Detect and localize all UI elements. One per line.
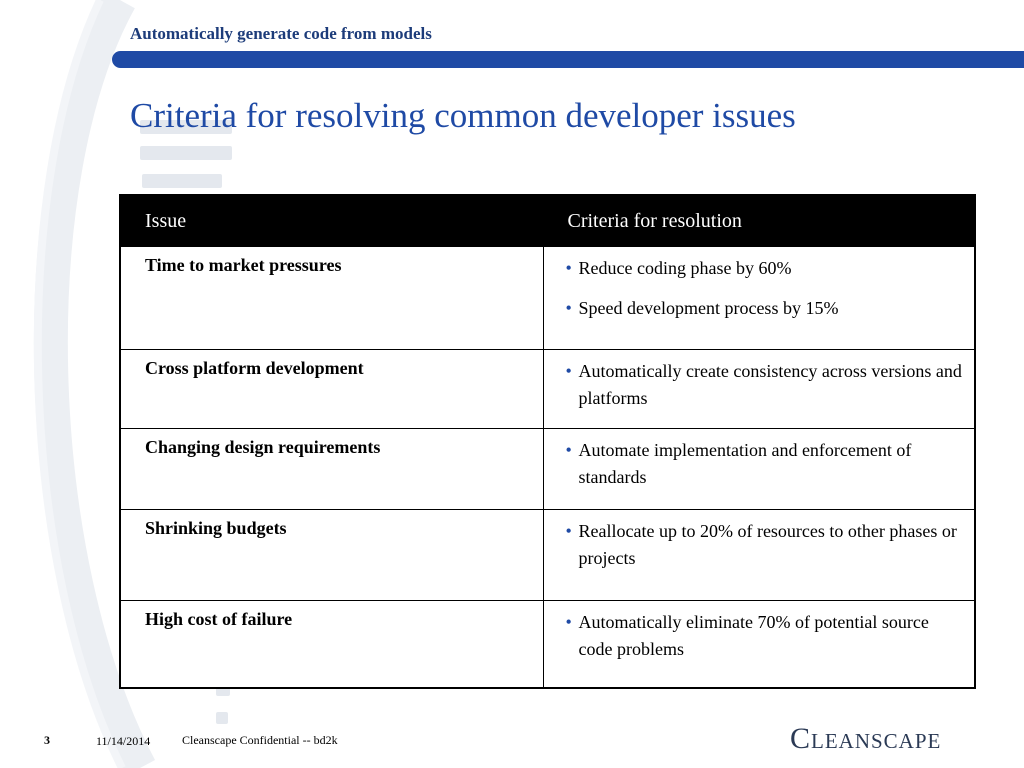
criteria-cell [543, 247, 975, 350]
column-header-issue: Issue [120, 195, 543, 247]
criteria-list [566, 358, 963, 412]
criteria-cell [543, 350, 975, 429]
issue-name: Shrinking budgets [145, 518, 287, 538]
table-row [120, 429, 975, 510]
footer-confidential: Cleanscape Confidential -- bd2k [182, 733, 338, 747]
slide-number: 3 [44, 733, 50, 747]
slide-title: Criteria for resolving common developer issues [130, 96, 796, 135]
column-header-criteria: Criteria for resolution [543, 195, 975, 247]
issue-name: High cost of failure [145, 609, 293, 629]
criteria-table [119, 194, 976, 689]
table-row [120, 601, 975, 689]
criteria-item: • Automate implementation and enforcement of standards [566, 437, 963, 491]
table-header-row [120, 195, 975, 247]
criteria-cell [543, 601, 975, 689]
issue-cell [120, 247, 543, 350]
issue-name: Cross platform development [145, 358, 364, 378]
header-rule [112, 51, 1024, 68]
issue-cell [120, 429, 543, 510]
criteria-item: • Automatically create consistency across versions and platforms [566, 358, 963, 412]
criteria-item: • Reallocate up to 20% of resources to other phases or projects [566, 518, 963, 572]
criteria-list [566, 609, 963, 663]
issue-cell [120, 510, 543, 601]
table-row [120, 510, 975, 601]
table-row [120, 247, 975, 350]
criteria-cell [543, 510, 975, 601]
header-title: Automatically generate code from models [130, 24, 432, 43]
criteria-list [566, 255, 963, 322]
criteria-cell [543, 429, 975, 510]
criteria-list [566, 437, 963, 491]
table-row [120, 350, 975, 429]
footer-date: 11/14/2014 [96, 734, 151, 748]
cleanscape-logo: Cleanscape [790, 722, 942, 755]
criteria-item: • Speed development process by 15% [566, 295, 963, 322]
criteria-item: • Reduce coding phase by 60% [566, 255, 963, 282]
issue-cell [120, 350, 543, 429]
issue-name: Time to market pressures [145, 255, 342, 275]
criteria-list [566, 518, 963, 572]
issue-cell [120, 601, 543, 689]
issue-name: Changing design requirements [145, 437, 381, 457]
criteria-item: • Automatically eliminate 70% of potential source code problems [566, 609, 963, 663]
